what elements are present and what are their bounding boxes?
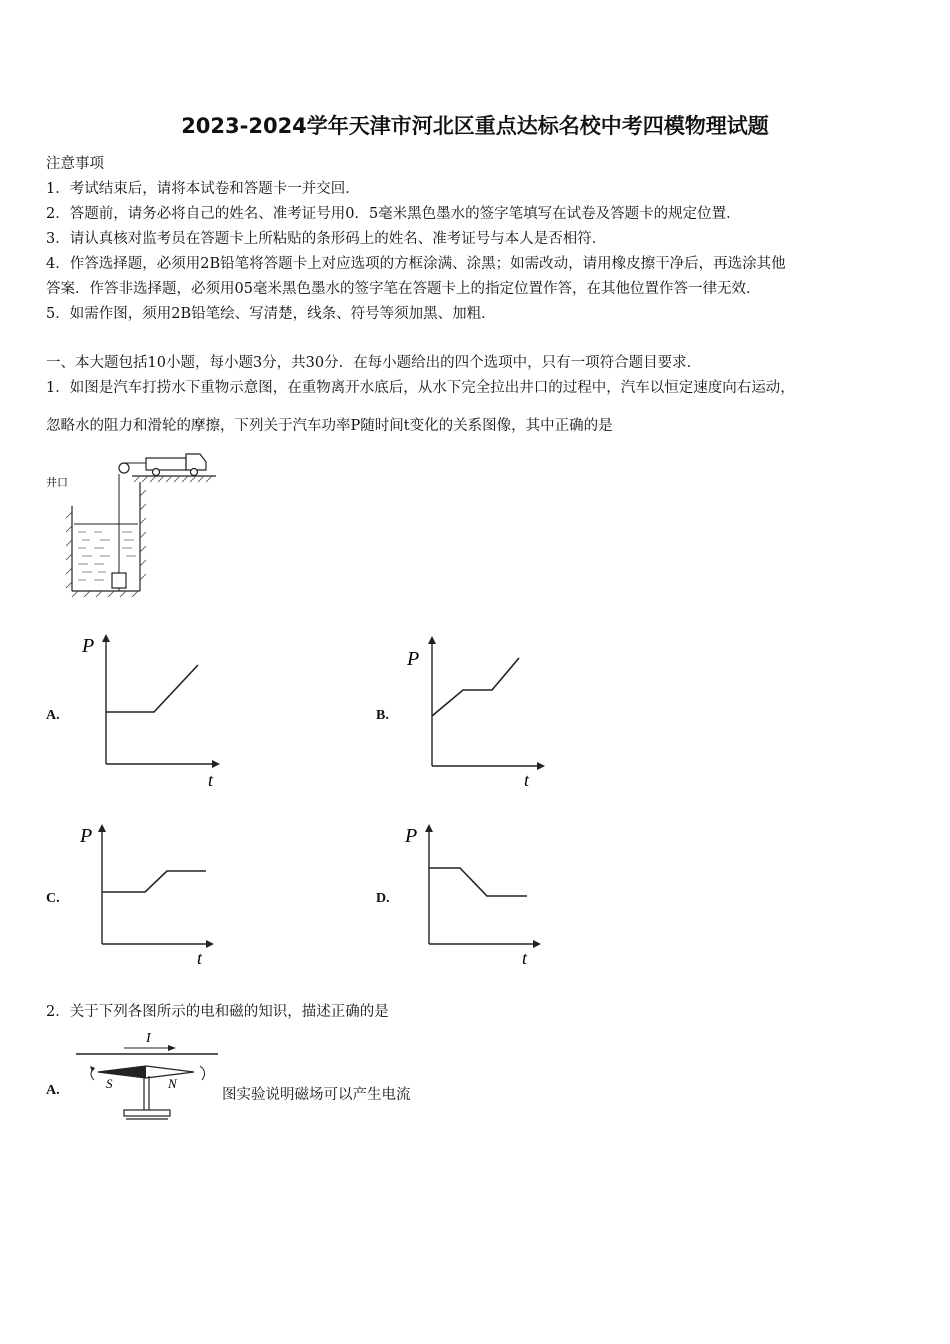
q1-graph-a xyxy=(78,628,218,788)
power-curve-c xyxy=(102,871,206,892)
axis-t-label: t xyxy=(524,770,530,790)
notice-item-1: 1．考试结束后，请将本试卷和答题卡一并交回． xyxy=(46,181,360,197)
well-mouth-label: 井口 xyxy=(46,477,68,489)
axis-t-label: t xyxy=(197,948,203,968)
needle-s-label: S xyxy=(106,1076,113,1091)
q1-option-c-label: C. xyxy=(46,891,60,906)
notice-heading: 注意事项 xyxy=(46,156,104,172)
needle-n-label: N xyxy=(168,1076,177,1091)
q1-graph-d xyxy=(403,818,543,968)
axis-p-label: P xyxy=(82,635,95,657)
q1-graph-c xyxy=(78,818,218,968)
power-curve-b xyxy=(432,658,519,716)
notice-item-2: 2．答题前，请务必将自己的姓名、准考证号用0．5毫米黑色墨水的签字笔填写在试卷及答题卡的规定位置． xyxy=(46,206,741,222)
q2-oersted-figure xyxy=(72,1026,222,1126)
notice-item-3: 3．请认真核对监考员在答题卡上所粘贴的条形码上的姓名、准考证号与本人是否相符． xyxy=(46,231,607,247)
q1-graph-b xyxy=(403,628,543,788)
axis-p-label: P xyxy=(80,825,93,847)
q1-option-d-label: D. xyxy=(376,891,390,906)
power-curve-d xyxy=(429,868,527,896)
notice-item-5: 5．如需作图，须用2B铅笔绘、写清楚，线条、符号等须加黑、加粗． xyxy=(46,306,496,322)
axis-p-label: P xyxy=(407,648,420,670)
q2-option-a-label: A. xyxy=(46,1083,60,1098)
q2-option-a-text: 图实验说明磁场可以产生电流 xyxy=(222,1087,411,1103)
axis-t-label: t xyxy=(522,948,528,968)
q2-stem: 2．关于下列各图所示的电和磁的知识，描述正确的是 xyxy=(46,1004,389,1020)
page-title: 2023-2024学年天津市河北区重点达标名校中考四模物理试题 xyxy=(181,114,769,138)
q1-stem-line1: 1．如图是汽车打捞水下重物示意图，在重物离开水底后，从水下完全拉出井口的过程中，汽车以恒定速度向右运动， xyxy=(46,380,795,396)
notice-item-4-cont: 答案．作答非选择题，必须用05毫米黑色墨水的签字笔在答题卡上的指定位置作答，在其他位置作答一律无效． xyxy=(46,281,761,297)
current-label: I xyxy=(146,1031,151,1046)
axis-p-label: P xyxy=(405,825,418,847)
section-heading: 一、本大题包括10小题，每小题3分，共30分．在每小题给出的四个选项中，只有一项符合题目要求． xyxy=(46,355,702,371)
q1-option-a-label: A. xyxy=(46,708,60,723)
q1-well-figure xyxy=(44,446,224,596)
q1-stem-line2: 忽略水的阻力和滑轮的摩擦，下列关于汽车功率P随时间t变化的关系图像，其中正确的是 xyxy=(46,418,613,434)
notice-item-4: 4．作答选择题，必须用2B铅笔将答题卡上对应选项的方框涂满、涂黑；如需改动，请用橡皮擦干净后，再选涂其他 xyxy=(46,256,786,272)
power-curve-a xyxy=(106,665,198,712)
axis-t-label: t xyxy=(208,770,214,790)
q1-option-b-label: B. xyxy=(376,708,389,723)
